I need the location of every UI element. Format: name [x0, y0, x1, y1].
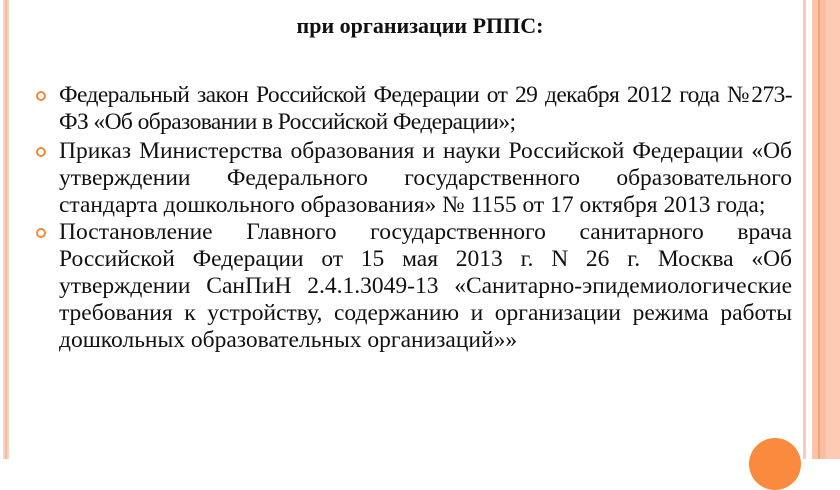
- list-item-text: Приказ Министерства образования и науки Российской Федерации «Об утверждении Федерального государственного образовательного стандарта дошкольного образования» № 1155 от 17 октября 2013 года;: [59, 138, 792, 218]
- list-item-text: Постановление Главного государственного санитарного врача Российской Федерации от 15 мая 2013 г. N 26 г. Москва «Об утверждении СанПиН 2.4.1.3049-13 «Санитарно-эпидемиологические требования к устройству, содержанию и организации режима работы дошкольных образовательных организаций»»: [59, 219, 792, 353]
- hollow-circle-icon: [36, 91, 46, 101]
- list-item: [36, 138, 792, 219]
- right-border-stripe: [803, 0, 806, 459]
- decorative-circle: [749, 438, 801, 490]
- slide-title: при организации РППС:: [296, 13, 544, 38]
- legal-documents-list: [36, 82, 792, 354]
- left-border-stripe: [7, 0, 9, 459]
- hollow-circle-icon: [36, 228, 46, 238]
- hollow-circle-icon: [36, 147, 46, 157]
- right-border-stripe: [826, 0, 840, 459]
- list-item-text: Федеральный закон Российской Федерации от 29 декабря 2012 года №273-ФЗ «Об образовании в Российской Федерации»;: [59, 82, 792, 135]
- list-item: [36, 219, 792, 354]
- list-item: [36, 82, 792, 136]
